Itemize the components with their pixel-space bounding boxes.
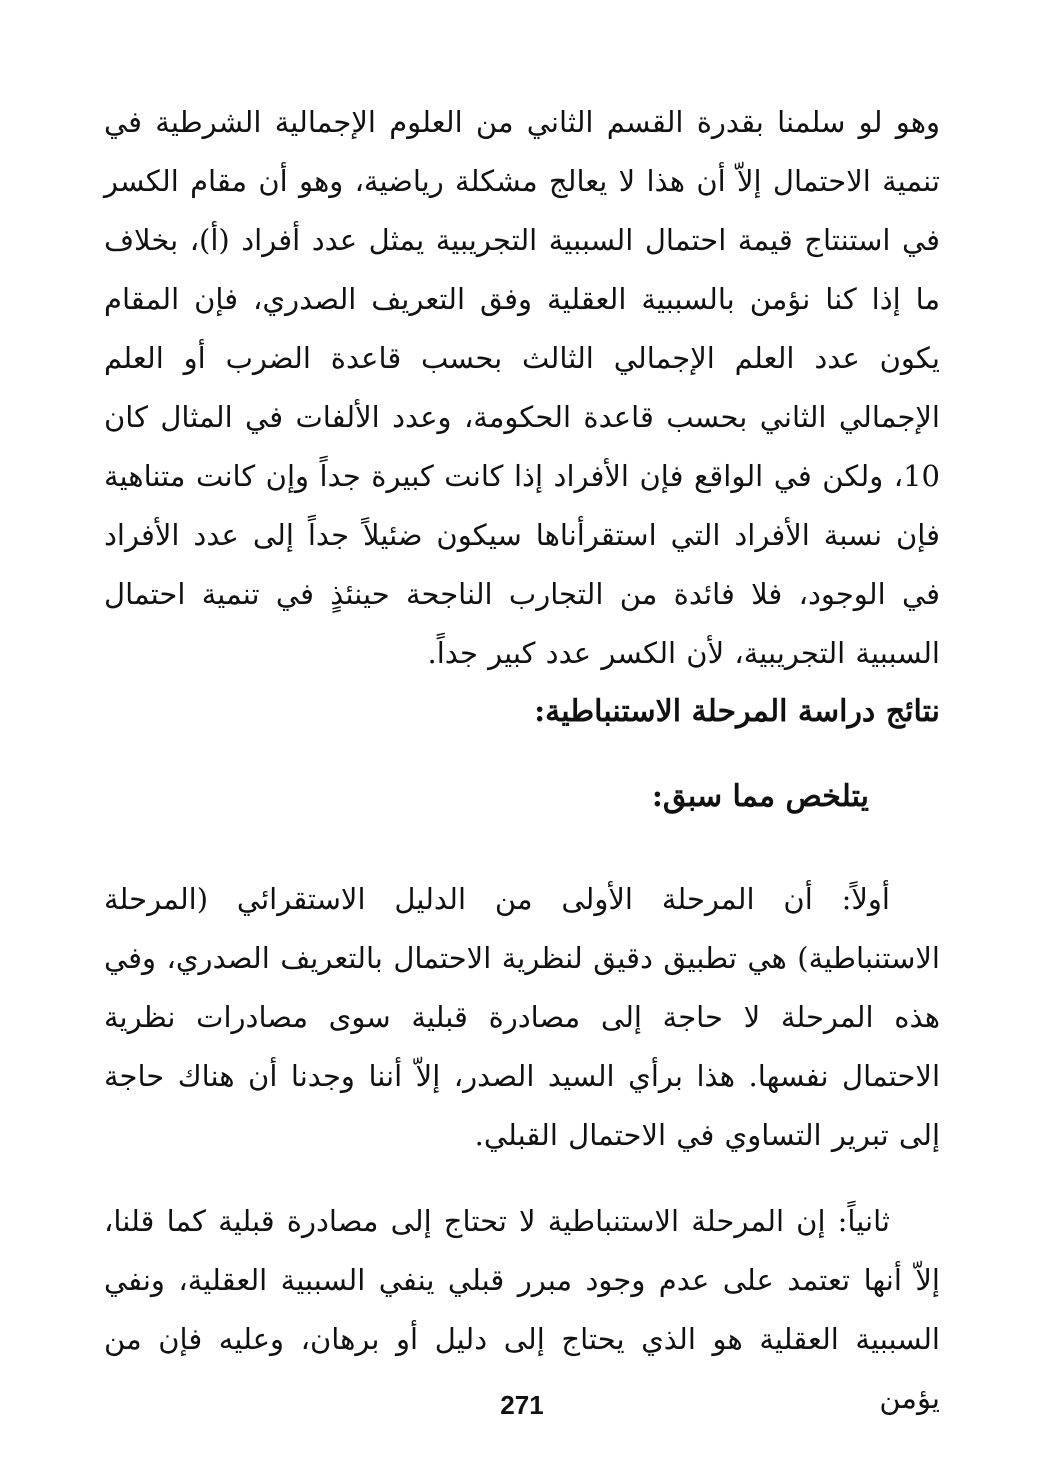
body-paragraph-3: ثانياً: إن المرحلة الاستنباطية لا تحتاج إلى مصادرة قبلية كما قلنا، إلاّ أنها تعتمد على عدم وجود مبرر قبلي ينفي السببية العقلية، ونفي السببية العقلية هو الذي يحتاج إلى دليل أو برهان، وعليه فإن من يؤمن (104, 1204, 940, 1415)
section-heading: نتائج دراسة المرحلة الاستنباطية: (534, 694, 940, 729)
page-number: 271 (500, 1390, 544, 1420)
body-paragraph-1: وهو لو سلمنا بقدرة القسم الثاني من العلوم الإجمالية الشرطية في تنمية الاحتمال إلاّ أن هذا لا يعالج مشكلة رياضية، وهو أن مقام الكسر في استنتاج قيمة احتمال السببية التجريبية يمثل عدد أفراد (أ)، بخلاف ما إذا كنا نؤمن بالسببية العقلية وفق التعريف الصدري، فإن المقام يكون عدد العلم الإجمالي الثالث بحسب قاعدة الضرب أو العلم الإجمالي الثاني بحسب قاعدة الحكومة، وعدد الألفات في المثال كان 10، ولكن في الواقع فإن الأفراد إذا كانت كبيرة جداً وإن كانت متناهية فإن نسبة الأفراد التي استقرأناها سيكون ضئيلاً جداً إلى عدد الأفراد في الوجود، فلا فائدة من التجارب الناجحة حينئذٍ في تنمية احتمال السببية التجريبية، لأن الكسر عدد كبير جداً. (104, 105, 940, 670)
body-paragraph-2: أولاً: أن المرحلة الأولى من الدليل الاستقرائي (المرحلة الاستنباطية) هي تطبيق دقيق لنظرية الاحتمال بالتعريف الصدري، وفي هذه المرحلة لا حاجة إلى مصادرة قبلية سوى مصادرات نظرية الاحتمال نفسها. هذا برأي السيد الصدر، إلاّ أننا وجدنا أن هناك حاجة إلى تبرير التساوي في الاحتمال القبلي. (104, 882, 940, 1152)
sub-heading: يتلخص مما سبق: (651, 779, 869, 814)
